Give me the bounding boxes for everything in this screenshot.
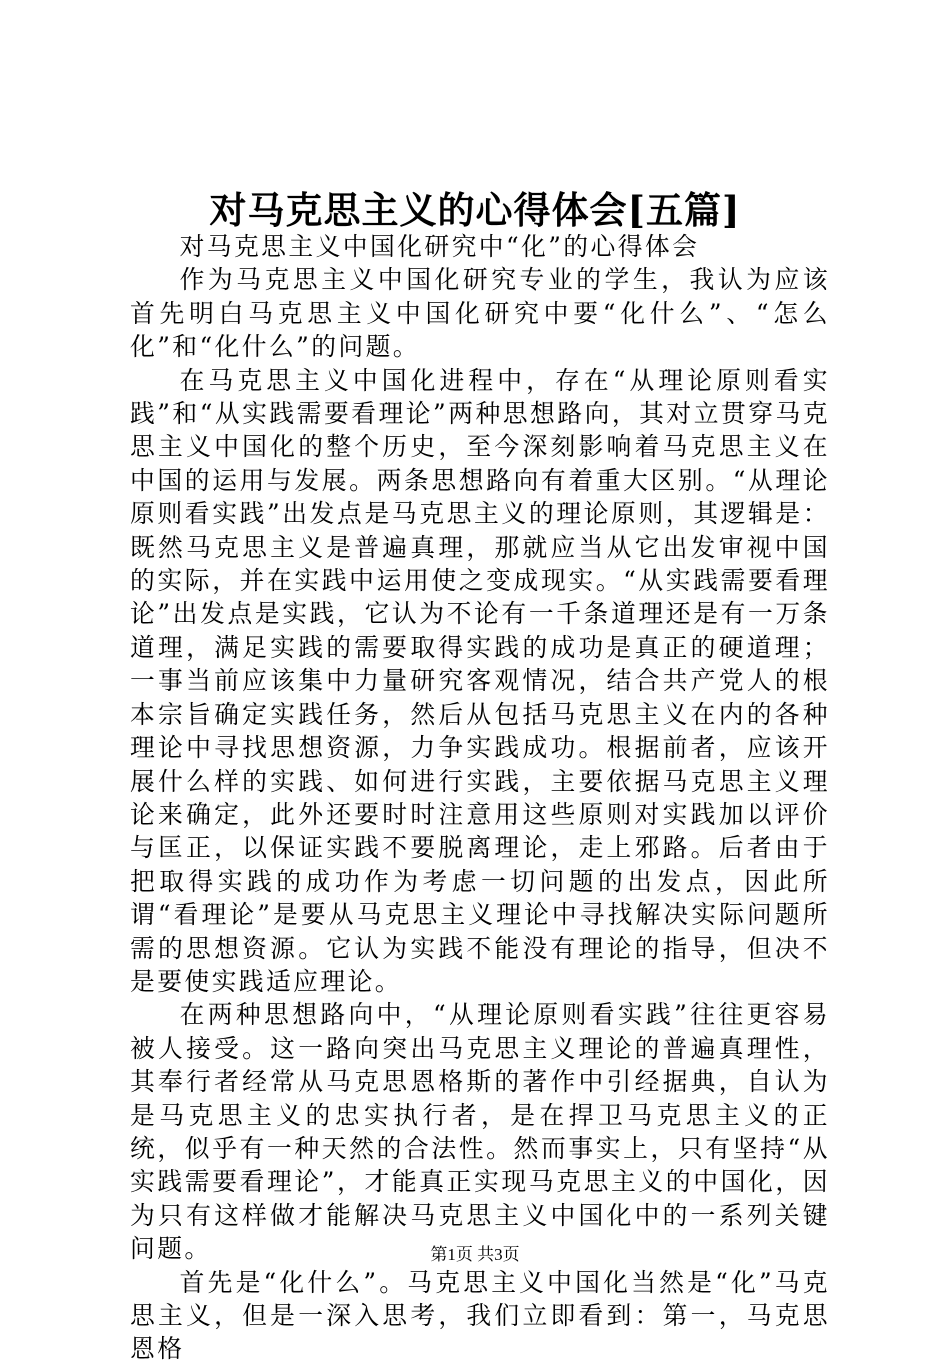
paragraph: 作为马克思主义中国化研究专业的学生，我认为应该首先明白马克思主义中国化研究中要“化什么”、“怎么化”和“化什么”的问题。 <box>130 265 830 362</box>
page-number-footer: 第1页 共3页 <box>430 1245 520 1264</box>
document-body <box>130 230 830 1366</box>
paragraph-subtitle: 对马克思主义中国化研究中“化”的心得体会 <box>179 232 700 261</box>
document-title: 对马克思主义的心得体会[五篇] <box>209 188 741 232</box>
paragraph: 在马克思主义中国化进程中，存在“从理论原则看实践”和“从实践需要看理论”两种思想路向，其对立贯穿马克思主义中国化的整个历史，至今深刻影响着马克思主义在中国的运用与发展。两条思想路向有着重大区别。“从理论原则看实践”出发点是马克思主义的理论原则，其逻辑是：既然马克思主义是普遍真理，那就应当从它出发审视中国的实际，并在实践中运用使之变成现实。“从实践需要看理论”出发点是实践，它认为不论有一千条道理还是有一万条道理，满足实践的需要取得实践的成功是真正的硬道理；一事当前应该集中力量研究客观情况，结合共产党人的根本宗旨确定实践任务，然后从包括马克思主义在内的各种理论中寻找思想资源，力争实践成功。根据前者，应该开展什么样的实践、如何进行实践，主要依据马克思主义理论来确定，此外还要时时注意用这些原则对实践加以评价与匡正，以保证实践不要脱离理论，走上邪路。后者由于把取得实践的成功作为考虑一切问题的出发点，因此所谓“看理论”是要从马克思主义理论中寻找解决实际问题所需的思想资源。它认为实践不能没有理论的指导，但决不是要使实践适应理论。 <box>130 365 830 996</box>
paragraph: 首先是“化什么”。马克思主义中国化当然是“化”马克思主义，但是一深入思考，我们立即看到：第一，马克思恩格 <box>130 1267 830 1364</box>
paragraph: 在两种思想路向中，“从理论原则看实践”往往更容易被人接受。这一路向突出马克思主义理论的普遍真理性，其奉行者经常从马克思恩格斯的著作中引经据典，自认为是马克思主义的忠实执行者，是在捍卫马克思主义的正统，似乎有一种天然的合法性。然而事实上，只有坚持“从实践需要看理论”，才能真正实现马克思主义的中国化，因为只有这样做才能解决马克思主义中国化中的一系列关键问题。 <box>130 1000 830 1264</box>
